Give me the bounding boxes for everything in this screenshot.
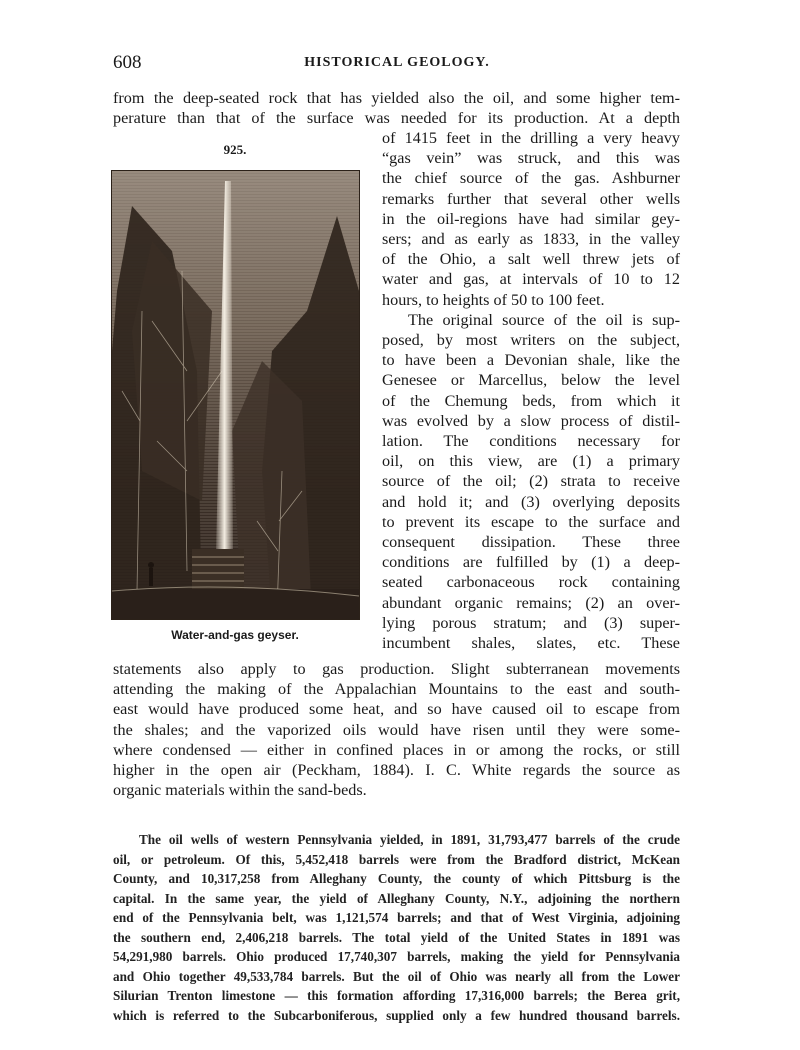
text-line: was evolved by a slow process of distil- xyxy=(382,411,680,430)
text-line: the chief source of the gas. Ashburner xyxy=(382,169,680,188)
footnote-line: which is referred to the Subcarboniferous, supplied only a few hundred thousand barrels. xyxy=(113,1007,680,1023)
text-line: The original source of the oil is sup- xyxy=(408,310,680,329)
footnote-line: County, and 10,317,258 from Alleghany County, the county of which Pittsburg is the xyxy=(113,871,680,886)
text-line: from the deep-seated rock that has yielded also the oil, and some higher tem- xyxy=(113,89,680,107)
text-line: perature than that of the surface was needed for its production. At a depth xyxy=(113,109,680,128)
text-line: sers; and as early as 1833, in the valley xyxy=(382,230,680,249)
page-number: 608 xyxy=(113,52,142,73)
text-line: in the oil-regions have had similar gey- xyxy=(382,209,680,228)
geyser-illustration-icon xyxy=(112,171,359,619)
text-line: Genesee or Marcellus, below the level xyxy=(382,371,680,390)
footnote xyxy=(113,830,680,1025)
text-line: seated carbonaceous rock containing xyxy=(382,573,680,592)
text-line: oil, on this view, are (1) a primary xyxy=(382,452,680,471)
text-line: of the Chemung beds, from which it xyxy=(382,391,680,410)
text-line: to prevent its escape to the surface and xyxy=(382,512,680,531)
text-line: lation. The conditions necessary for xyxy=(382,432,680,451)
body-paragraph-right-column xyxy=(382,128,680,653)
text-line: to have been a Devonian shale, like the xyxy=(382,351,680,370)
text-line: where condensed — either in confined places in or among the rocks, or still xyxy=(113,740,680,759)
text-line: of the Ohio, a salt well threw jets of xyxy=(382,250,680,269)
footnote-line: and Ohio together 49,533,784 barrels. But the oil of Ohio was nearly all from the Lower xyxy=(113,968,680,984)
text-line: abundant organic remains; (2) an over- xyxy=(382,593,680,612)
text-line: organic materials within the sand-beds. xyxy=(113,781,367,800)
figure-caption: Water-and-gas geyser. xyxy=(171,628,299,642)
text-line: source of the oil; (2) strata to receive xyxy=(382,472,680,491)
text-line: water and gas, at intervals of 10 to 12 xyxy=(382,270,680,289)
figure xyxy=(105,142,365,642)
body-paragraph-bottom xyxy=(113,659,680,800)
footnote-line: The oil wells of western Pennsylvania yielded, in 1891, 31,793,477 barrels of the crude xyxy=(139,832,680,847)
footnote-line: end of the Pennsylvania belt, was 1,121,574 barrels; and that of West Virginia, adjoining xyxy=(113,910,680,925)
text-line: lying porous stratum; and (3) super- xyxy=(382,613,680,632)
text-line: hours, to heights of 50 to 100 feet. xyxy=(382,290,605,309)
text-line: of 1415 feet in the drilling a very heavy xyxy=(382,129,680,147)
text-line: consequent dissipation. These three xyxy=(382,533,680,552)
text-line: incumbent shales, slates, etc. These xyxy=(382,634,680,653)
footnote-line: capital. In the same year, the yield of Alleghany County, N.Y., adjoining the northern xyxy=(113,890,680,906)
page-header xyxy=(113,52,681,74)
text-line: higher in the open air (Peckham, 1884). I. C. White regards the source as xyxy=(113,761,680,780)
text-line: and hold it; and (3) overlying deposits xyxy=(382,492,680,511)
text-line: remarks further that several other wells xyxy=(382,189,680,208)
footnote-line: the southern end, 2,406,218 barrels. The total yield of the United States in 1891 was xyxy=(113,929,680,945)
text-line: attending the making of the Appalachian Mountains to the east and south- xyxy=(113,680,680,699)
footnote-line: oil, or petroleum. Of this, 5,452,418 barrels were from the Bradford district, McKean xyxy=(113,851,680,867)
footnote-line: 54,291,980 barrels. Ohio produced 17,740,307 barrels, making the yield for Pennsylvania xyxy=(113,949,680,964)
footnote-line: Silurian Trenton limestone — this formation affording 17,316,000 barrels; the Berea grit, xyxy=(113,988,680,1003)
text-line: statements also apply to gas production. Slight subterranean movements xyxy=(113,660,680,678)
text-line: “gas vein” was struck, and this was xyxy=(382,149,680,168)
figure-number: 925. xyxy=(223,142,247,157)
text-line: the shales; and the vaporized oils would have risen until they were some- xyxy=(113,720,680,739)
body-paragraph-top xyxy=(113,88,680,128)
text-line: east would have produced some heat, and so have caused oil to escape from xyxy=(113,700,680,719)
text-line: conditions are fulfilled by (1) a deep- xyxy=(382,553,680,572)
geyser-engraving-image xyxy=(111,170,360,620)
running-head: HISTORICAL GEOLOGY. xyxy=(304,55,490,70)
text-line: posed, by most writers on the subject, xyxy=(382,331,680,350)
